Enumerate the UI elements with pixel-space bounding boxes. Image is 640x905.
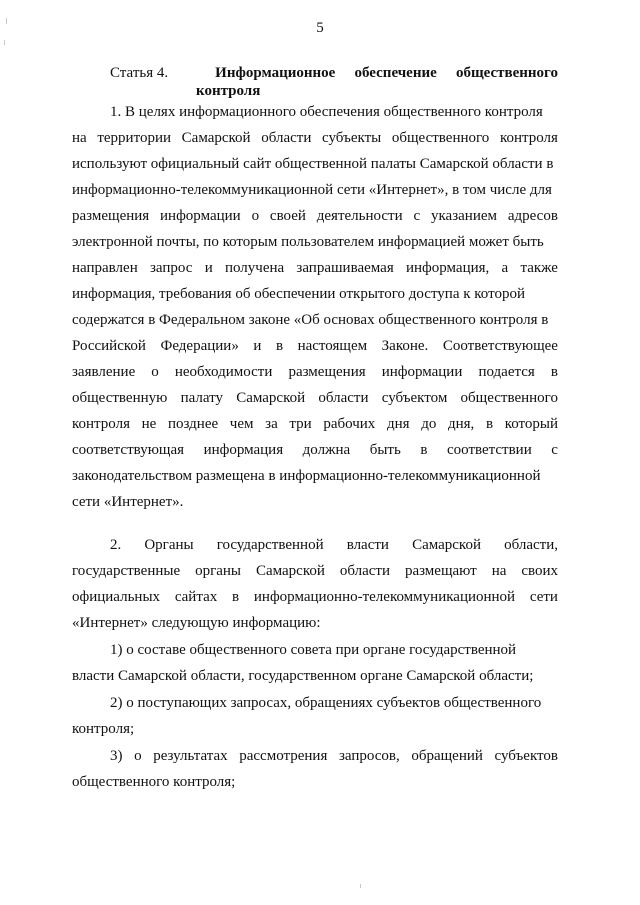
text-word: запрос	[149, 260, 193, 276]
text-word: до	[421, 416, 437, 432]
scan-mark	[6, 18, 7, 24]
text-word: а	[501, 260, 509, 276]
text-word: о	[151, 364, 159, 380]
text-word: 2.	[110, 537, 122, 553]
text-word: информации	[381, 364, 463, 380]
article-label: Статья 4.	[110, 65, 169, 81]
text-line	[72, 411, 558, 437]
text-line	[72, 690, 558, 716]
text-word: адресов	[507, 208, 558, 224]
text-word: сайтах	[174, 589, 218, 605]
text-line	[72, 716, 558, 742]
text-word: дня,	[447, 416, 475, 432]
text-line	[72, 743, 558, 769]
text-word: общественного контроля;	[72, 774, 236, 790]
text-line	[72, 99, 558, 125]
text-word: области	[339, 563, 390, 579]
text-word: о	[134, 748, 142, 764]
text-word: Органы	[144, 537, 194, 553]
text-word: официальных	[72, 589, 161, 605]
text-word: в	[420, 442, 428, 458]
text-word: настоящем	[297, 338, 368, 354]
text-word: запрашиваемая	[296, 260, 394, 276]
article-title-word: общественного	[455, 65, 558, 81]
text-word: информация,	[405, 260, 490, 276]
text-word: Самарской	[236, 390, 306, 406]
text-word: размещения	[288, 364, 366, 380]
text-word: информации	[160, 208, 241, 224]
text-word: территории	[97, 130, 171, 146]
text-word: законодательством размещена в информационно-телекоммуникационной	[72, 468, 541, 484]
text-line	[72, 177, 558, 203]
text-line	[72, 151, 558, 177]
text-line	[72, 558, 558, 584]
text-word: контроля	[72, 416, 130, 432]
text-word: о	[251, 208, 260, 224]
text-word: власти	[346, 537, 389, 553]
text-word: Самарской	[412, 537, 481, 553]
text-word: своей	[269, 208, 306, 224]
text-word: должна	[302, 442, 351, 458]
text-word: информация	[203, 442, 284, 458]
scan-mark	[360, 884, 361, 888]
text-word: 2) о поступающих запросах, обращениях субъектов общественного	[110, 695, 542, 711]
text-line	[72, 281, 558, 307]
text-line	[72, 359, 558, 385]
text-line	[72, 532, 558, 558]
text-line	[72, 125, 558, 151]
paragraph	[72, 743, 558, 795]
text-word: быть	[369, 442, 401, 458]
text-word: содержатся в Федеральном законе «Об основах общественного контроля в	[72, 312, 549, 328]
text-word: информационно-телекоммуникационной	[253, 589, 516, 605]
text-word: соответствии	[446, 442, 532, 458]
text-word: деятельности	[316, 208, 403, 224]
text-word: с	[551, 442, 558, 458]
text-line	[72, 637, 558, 663]
text-word: Федерации»	[160, 338, 239, 354]
text-word: государственной	[216, 537, 324, 553]
text-line	[72, 663, 558, 689]
text-word: палату	[180, 390, 223, 406]
article-title-word: Информационное	[215, 65, 336, 81]
text-word: рабочих	[323, 416, 376, 432]
text-word: общественного	[460, 390, 558, 406]
paragraph	[72, 532, 558, 636]
text-word: на	[72, 130, 87, 146]
article-heading	[110, 64, 558, 100]
text-word: используют официальный сайт общественной палаты Самарской области в	[72, 156, 554, 172]
text-word: субъектом	[381, 390, 448, 406]
paragraph	[72, 99, 558, 515]
article-title-continuation: контроля	[196, 83, 261, 99]
text-word: области	[318, 390, 369, 406]
text-line	[72, 463, 558, 489]
page-number: 5	[316, 20, 324, 36]
text-word: и	[253, 338, 262, 354]
text-word: заявление	[72, 364, 136, 380]
text-word: результатах	[153, 748, 228, 764]
text-word: 1. В целях информационного обеспечения общественного контроля	[110, 104, 543, 120]
text-line	[72, 584, 558, 610]
text-word: общественную	[72, 390, 168, 406]
text-word: контроля	[499, 130, 558, 146]
text-word: общественного	[391, 130, 490, 146]
text-word: обращений	[411, 748, 483, 764]
text-word: субъектов	[494, 748, 558, 764]
text-line	[72, 333, 558, 359]
text-line	[72, 769, 558, 795]
text-word: власти Самарской области, государственном органе Самарской области;	[72, 668, 534, 684]
text-word: три	[289, 416, 312, 432]
article-heading-row	[110, 64, 558, 82]
text-word: контроля;	[72, 721, 135, 737]
text-word: субъекты	[322, 130, 382, 146]
text-word: с	[413, 208, 421, 224]
text-word: в	[232, 589, 240, 605]
text-word: соответствующая	[72, 442, 185, 458]
text-word: в	[550, 364, 558, 380]
text-word: области,	[504, 537, 558, 553]
text-word: сети «Интернет».	[72, 494, 184, 510]
text-line	[72, 610, 558, 636]
text-word: области	[261, 130, 312, 146]
text-word: подается	[478, 364, 535, 380]
paragraph	[72, 637, 558, 689]
text-word: получена	[224, 260, 285, 276]
text-word: сети	[529, 589, 558, 605]
paragraph	[72, 690, 558, 742]
text-word: запросов,	[338, 748, 400, 764]
text-word: государственные	[72, 563, 181, 579]
text-word: «Интернет» следующую информацию:	[72, 615, 321, 631]
text-word: Законе.	[381, 338, 429, 354]
text-word: также	[520, 260, 558, 276]
text-word: информационно-телекоммуникационной сети «Интернет», в том числе для	[72, 182, 552, 198]
text-word: 3)	[110, 748, 123, 764]
text-line	[72, 437, 558, 463]
text-word: указанием	[431, 208, 498, 224]
text-word: необходимости	[174, 364, 273, 380]
text-word: и	[204, 260, 213, 276]
text-word: позднее	[167, 416, 219, 432]
text-word: 1) о составе общественного совета при органе государственной	[110, 642, 517, 658]
text-line	[72, 489, 558, 515]
text-word: размещения	[72, 208, 150, 224]
text-word: размещают	[404, 563, 477, 579]
text-word: органы	[195, 563, 241, 579]
text-word: Российской	[72, 338, 146, 354]
text-word: в	[485, 416, 494, 432]
article-title-word: обеспечение	[354, 65, 437, 81]
text-word: Соответствующее	[442, 338, 558, 354]
text-line	[72, 385, 558, 411]
text-word: информация, требования об обеспечении открытого доступа к которой	[72, 286, 525, 302]
text-word: электронной почты, по которым пользователем информацией может быть	[72, 234, 544, 250]
text-word: своих	[521, 563, 558, 579]
text-word: в	[275, 338, 284, 354]
text-word: Самарской	[181, 130, 251, 146]
text-word: Самарской	[255, 563, 325, 579]
scan-mark	[4, 40, 5, 45]
text-line	[72, 229, 558, 255]
text-word: который	[504, 416, 558, 432]
text-line	[72, 203, 558, 229]
text-word: на	[491, 563, 507, 579]
text-word: дня	[386, 416, 410, 432]
text-line	[72, 307, 558, 333]
text-word: за	[265, 416, 278, 432]
text-word: направлен	[72, 260, 138, 276]
text-line	[72, 255, 558, 281]
text-word: чем	[229, 416, 254, 432]
text-word: не	[141, 416, 157, 432]
text-word: рассмотрения	[239, 748, 328, 764]
